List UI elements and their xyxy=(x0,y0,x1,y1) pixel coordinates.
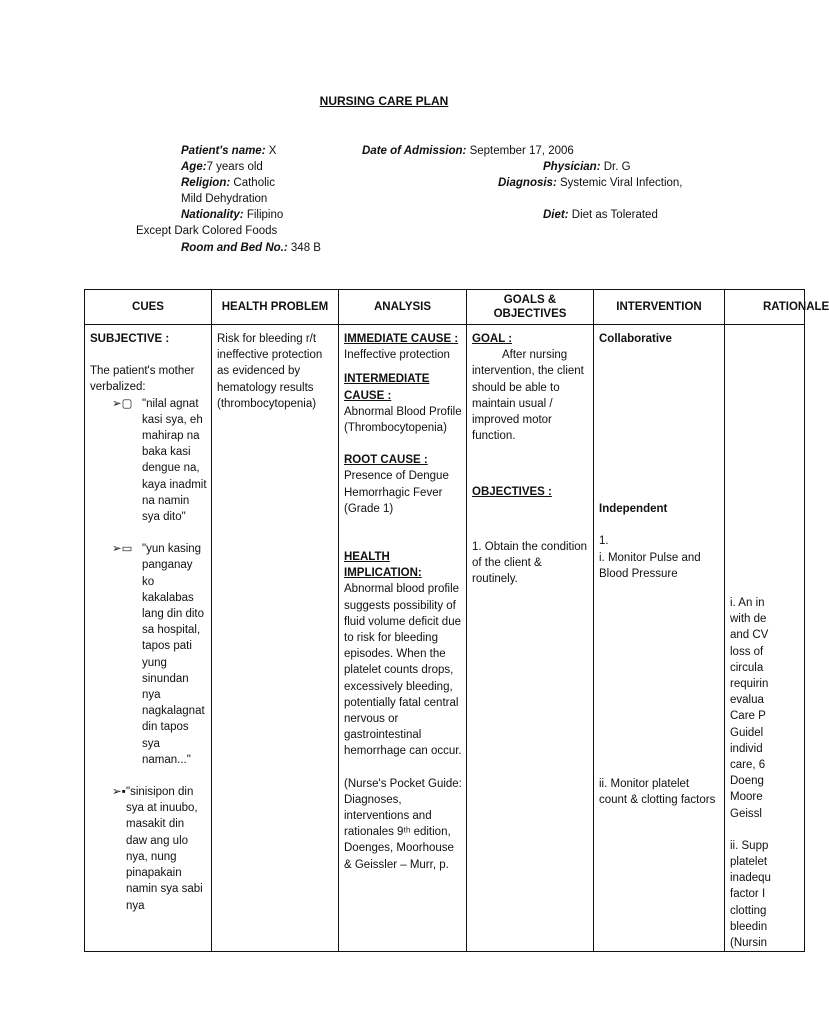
rationale-line: Care P xyxy=(730,710,766,723)
cue-quote-1-text: "nilal agnat kasi sya, eh mahirap na baka kasi dengue na, kaya inadmit na namin sya dito" xyxy=(142,397,207,524)
rationale-i-block xyxy=(730,595,800,822)
diagnosis-value: Systemic Viral Infection, xyxy=(560,177,683,189)
objectives-label: OBJECTIVES : xyxy=(472,486,552,499)
rationale-line: with de xyxy=(730,613,767,626)
diet-continuation: Except Dark Colored Foods xyxy=(136,225,278,237)
rationale-line: individ xyxy=(730,742,763,755)
health-implication-label: HEALTH IMPLICATION: xyxy=(344,551,422,580)
table-header-row xyxy=(85,290,805,325)
rationale-line: clotting xyxy=(730,904,767,917)
cue-quote-2 xyxy=(112,541,207,768)
cues-intro: The patient's mother verbalized: xyxy=(90,365,195,394)
cell-analysis xyxy=(339,325,467,952)
cell-intervention xyxy=(594,325,725,952)
header-cues: CUES xyxy=(85,290,212,325)
rationale-line: ii. Supp xyxy=(730,839,769,852)
header-intervention: INTERVENTION xyxy=(594,290,725,325)
analysis-reference: (Nurse's Pocket Guide: Diagnoses, interventions and rationales 9ᵗʰ edition, Doenges, Moorhouse & Geissler – Murr, p. xyxy=(344,777,462,871)
diet-row xyxy=(543,207,658,223)
diet-label: Diet: xyxy=(543,209,569,221)
header-goals-objectives xyxy=(467,290,594,325)
rationale-line: Geissl xyxy=(730,807,762,820)
independent-label: Independent xyxy=(599,503,668,516)
header-rationale: RATIONALE xyxy=(725,290,805,325)
subjective-label: SUBJECTIVE : xyxy=(90,333,170,345)
rationale-line: and CV xyxy=(730,629,769,642)
bullet-icon: ➢▢ xyxy=(112,397,133,410)
intermediate-cause-label: INTERMEDIATE CAUSE : xyxy=(344,373,430,402)
intervention-item-ii: ii. Monitor platelet count & clotting factors xyxy=(599,778,716,807)
intervention-number-1: 1. xyxy=(599,535,609,548)
header-health-problem: HEALTH PROBLEM xyxy=(212,290,339,325)
rationale-ii-block xyxy=(730,838,800,951)
patient-room-row xyxy=(181,240,321,256)
immediate-cause-text: Ineffective protection xyxy=(344,349,450,362)
rationale-line: (Nursin xyxy=(730,937,768,950)
admission-date-label: Date of Admission: xyxy=(362,145,467,157)
patient-age-label: Age: xyxy=(181,161,207,173)
physician-label: Physician: xyxy=(543,161,601,173)
health-implication-text: Abnormal blood profile suggests possibility of fluid volume deficit due to risk for bleeding episodes. When the platelet counts drops, excessively bleeding, potentially fatal central nervous or gastrointestinal hemorrhage can occur. xyxy=(344,583,462,758)
rationale-line: circula xyxy=(730,661,764,674)
intervention-item-i: i. Monitor Pulse and Blood Pressure xyxy=(599,551,701,580)
rationale-line: Guidel xyxy=(730,726,764,739)
rationale-line: evalua xyxy=(730,694,764,707)
patient-room-value: 348 B xyxy=(290,242,321,254)
patient-age-value: 7 years old xyxy=(206,161,263,173)
rationale-line: inadequ xyxy=(730,872,771,885)
rationale-line: platelet xyxy=(730,856,768,869)
table-row xyxy=(85,325,805,952)
patient-name-value: X xyxy=(268,145,277,157)
bullet-icon: ➢▭ xyxy=(112,543,133,556)
health-problem-text: Risk for bleeding r/t ineffective protection as evidenced by hematology results (thrombocytopenia) xyxy=(217,333,323,410)
document-title: NURSING CARE PLAN xyxy=(319,94,449,108)
goal-text: After nursing intervention, the client should be able to maintain usual / improved motor function. xyxy=(472,349,584,443)
patient-religion-value: Catholic xyxy=(233,177,275,189)
patient-nationality-value: Filipino xyxy=(246,209,284,221)
rationale-line: Doeng xyxy=(730,775,764,788)
diagnosis-row xyxy=(498,175,683,191)
patient-age-row xyxy=(181,159,263,175)
patient-name-row xyxy=(181,143,276,159)
cue-quote-2-text: "yun kasing panganay ko kakalabas lang din dito sa hospital, tapos pati yung sinundan nya nagkalagnat din tapos sya naman..." xyxy=(142,543,205,766)
immediate-cause-label: IMMEDIATE CAUSE : xyxy=(344,333,459,345)
care-plan-table xyxy=(84,289,829,952)
patient-name-label: Patient's name: xyxy=(181,145,266,157)
cell-health-problem xyxy=(212,325,339,952)
bullet-icon: ➢▪ xyxy=(112,786,126,799)
intermediate-cause-text: Abnormal Blood Profile (Thrombocytopenia) xyxy=(344,405,462,435)
patient-room-label: Room and Bed No.: xyxy=(181,242,288,254)
header-analysis: ANALYSIS xyxy=(339,290,467,325)
cue-quote-1 xyxy=(112,396,207,526)
rationale-line: loss of xyxy=(730,645,764,658)
cue-quote-3 xyxy=(112,784,207,914)
rationale-line: bleedin xyxy=(730,920,768,933)
objective-1-text: 1. Obtain the condition of the client & routinely. xyxy=(472,540,588,586)
root-cause-text: Presence of Dengue Hemorrhagic Fever (Grade 1) xyxy=(344,470,449,515)
rationale-line: factor I xyxy=(730,888,766,901)
rationale-line: requirin xyxy=(730,678,769,691)
diagnosis-continuation: Mild Dehydration xyxy=(181,193,268,205)
header-goals-line2: OBJECTIVES xyxy=(493,308,567,320)
rationale-line: i. An in xyxy=(730,597,765,609)
diet-value: Diet as Tolerated xyxy=(571,209,658,221)
header-goals-line1: GOALS & xyxy=(503,294,557,306)
physician-row xyxy=(543,159,631,175)
root-cause-label: ROOT CAUSE : xyxy=(344,454,428,467)
patient-nationality-label: Nationality: xyxy=(181,209,244,221)
cue-quote-3-text: "sinisipon din sya at inuubo, masakit din daw ang ulo nya, nung pinapakain namin sya sabi nya xyxy=(126,786,203,912)
cell-goals-objectives xyxy=(467,325,594,952)
physician-value: Dr. G xyxy=(603,161,631,173)
patient-religion-row xyxy=(181,175,275,191)
rationale-line: care, 6 xyxy=(730,759,766,772)
patient-religion-label: Religion: xyxy=(181,177,231,189)
admission-date-row xyxy=(362,143,574,159)
collaborative-label: Collaborative xyxy=(599,333,672,345)
patient-nationality-row xyxy=(181,207,283,223)
cell-cues xyxy=(85,325,212,952)
admission-date-value: September 17, 2006 xyxy=(469,145,574,157)
rationale-line: Moore xyxy=(730,791,763,804)
goal-label: GOAL : xyxy=(472,333,513,345)
diagnosis-label: Diagnosis: xyxy=(498,177,557,189)
cell-rationale xyxy=(725,325,805,952)
